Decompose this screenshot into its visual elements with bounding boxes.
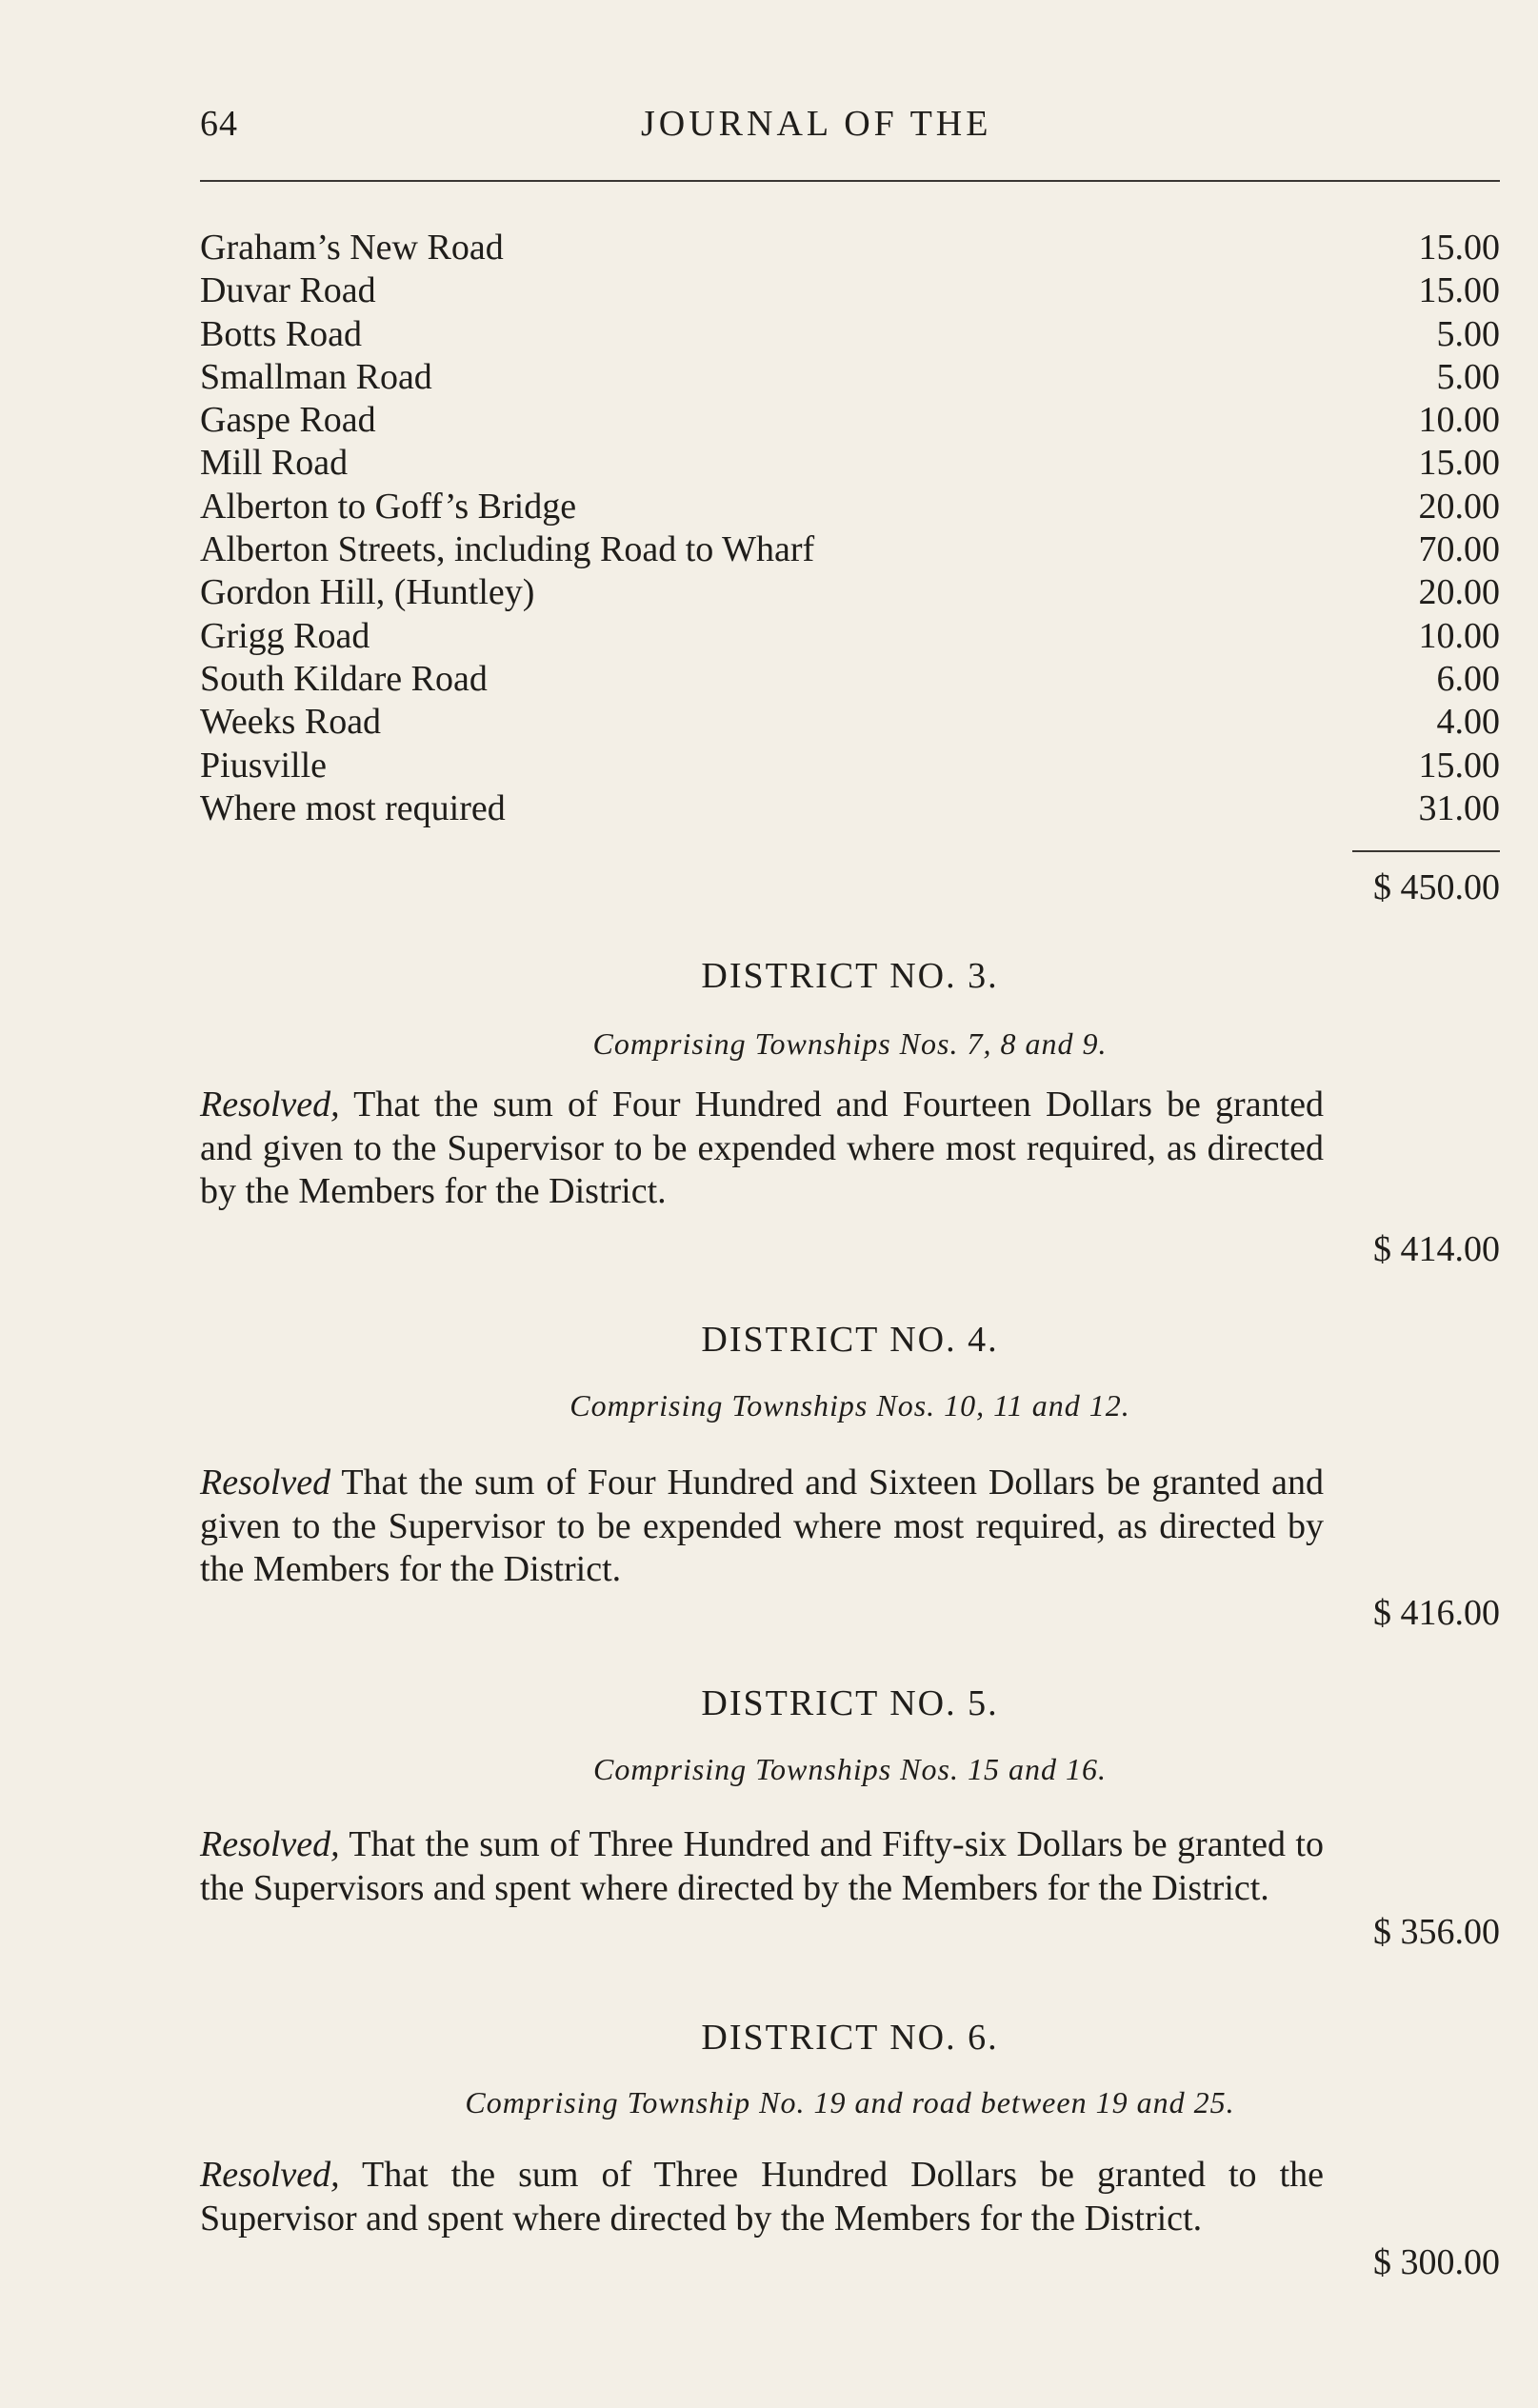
- road-name: Grigg Road: [200, 615, 370, 656]
- road-name: Weeks Road: [200, 702, 382, 743]
- resolution-body: That the sum of Three Hundred and Fifty-six Dollars be granted to the Supervisors and spent where directed by the Members for the District.: [200, 1824, 1324, 1908]
- resolution-body: That the sum of Three Hundred Dollars be granted to the Supervisor and spent where directed by the Members for the District.: [200, 2155, 1324, 2239]
- road-name: Gaspe Road: [200, 400, 376, 441]
- road-name: Where most required: [200, 787, 506, 828]
- road-amount: 6.00: [1436, 658, 1500, 699]
- road-row: [200, 269, 1500, 312]
- road-row: [200, 227, 1500, 269]
- page-header: [200, 103, 1500, 150]
- road-row: [200, 313, 1500, 356]
- resolved-word: Resolved,: [200, 1085, 340, 1124]
- resolution-amount: $ 414.00: [1373, 1229, 1500, 1269]
- road-name: Duvar Road: [200, 270, 376, 311]
- road-amount: 5.00: [1436, 313, 1500, 354]
- resolution-amount: $ 300.00: [1373, 2242, 1500, 2282]
- total-rule: [1352, 850, 1500, 852]
- district-subheading: Comprising Township No. 19 and road between 19 and 25.: [465, 2085, 1235, 2119]
- resolution-text: [200, 2154, 1324, 2240]
- resolution-body: That the sum of Four Hundred and Sixteen Dollars be granted and given to the Supervisor to be expended where most required, as directed by the Members for the District.: [200, 1463, 1324, 1589]
- road-name: Piusville: [200, 745, 328, 786]
- road-amount: 31.00: [1418, 787, 1500, 828]
- district-heading: DISTRICT NO. 3.: [701, 956, 999, 996]
- road-row: [200, 486, 1500, 528]
- road-row: [200, 701, 1500, 744]
- district-heading: DISTRICT NO. 6.: [701, 2018, 999, 2058]
- road-amount: 15.00: [1418, 228, 1500, 268]
- road-amount: 15.00: [1418, 745, 1500, 786]
- resolution-amount: $ 416.00: [1373, 1593, 1500, 1633]
- road-name: Mill Road: [200, 443, 349, 484]
- district-heading: DISTRICT NO. 4.: [701, 1320, 999, 1360]
- road-amount: 10.00: [1418, 615, 1500, 656]
- road-name: South Kildare Road: [200, 658, 488, 699]
- resolved-word: Resolved,: [200, 2155, 340, 2195]
- road-amount: 70.00: [1418, 529, 1500, 570]
- road-row: [200, 571, 1500, 614]
- resolved-word: Resolved,: [200, 1824, 340, 1864]
- header-rule: [200, 180, 1500, 182]
- road-amount: 15.00: [1418, 443, 1500, 484]
- road-row: [200, 615, 1500, 658]
- road-name: Alberton Streets, including Road to Wharf: [200, 529, 815, 570]
- resolved-word: Resolved: [200, 1463, 331, 1503]
- road-name: Gordon Hill, (Huntley): [200, 572, 535, 613]
- road-name: Graham’s New Road: [200, 228, 504, 268]
- total-amount: $ 450.00: [1373, 867, 1500, 907]
- road-row: [200, 745, 1500, 787]
- resolution-body: That the sum of Four Hundred and Fourteen Dollars be granted and given to the Supervisor to be expended where most required, as directed by the Members for the District.: [200, 1085, 1324, 1211]
- road-amount: 15.00: [1418, 270, 1500, 311]
- resolution-amount: $ 356.00: [1373, 1912, 1500, 1952]
- road-amount: 5.00: [1436, 356, 1500, 397]
- road-amount: 20.00: [1418, 572, 1500, 613]
- road-appropriation-list: [200, 227, 1500, 830]
- resolution-text: [200, 1462, 1324, 1592]
- road-name: Botts Road: [200, 313, 362, 354]
- running-title: JOURNAL OF THE: [641, 104, 992, 144]
- road-name: Alberton to Goff’s Bridge: [200, 486, 577, 527]
- road-row: [200, 356, 1500, 399]
- page-number: 64: [200, 104, 238, 144]
- district-heading: DISTRICT NO. 5.: [701, 1683, 999, 1723]
- district-subheading: Comprising Townships Nos. 10, 11 and 12.: [569, 1388, 1130, 1423]
- road-row: [200, 787, 1500, 830]
- district-subheading: Comprising Townships Nos. 15 and 16.: [593, 1752, 1107, 1786]
- road-amount: 10.00: [1418, 400, 1500, 441]
- road-name: Smallman Road: [200, 356, 432, 397]
- resolution-text: [200, 1084, 1324, 1214]
- road-row: [200, 399, 1500, 442]
- road-row: [200, 442, 1500, 485]
- road-amount: 20.00: [1418, 486, 1500, 527]
- resolution-text: [200, 1823, 1324, 1910]
- road-amount: 4.00: [1436, 702, 1500, 743]
- district-subheading: Comprising Townships Nos. 7, 8 and 9.: [592, 1026, 1108, 1061]
- road-row: [200, 658, 1500, 701]
- road-row: [200, 528, 1500, 571]
